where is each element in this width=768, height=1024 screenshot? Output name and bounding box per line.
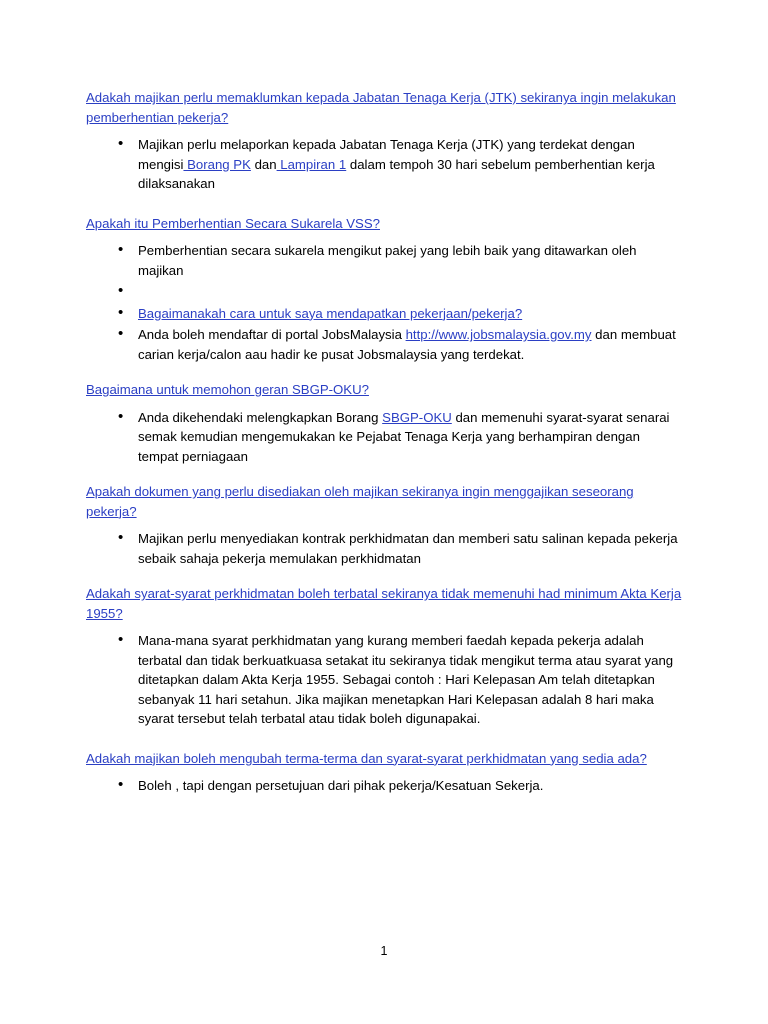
faq-answer-list	[86, 408, 682, 467]
faq-answer-list	[86, 135, 682, 194]
page-number: 1	[380, 944, 388, 958]
borang-pk-link[interactable]: Borang PK	[183, 156, 251, 172]
list-item	[138, 408, 682, 467]
jobsmalaysia-url-link[interactable]: http://www.jobsmalaysia.gov.my	[405, 327, 592, 342]
faq-answer-list	[86, 241, 682, 364]
faq-question[interactable]: Adakah majikan perlu memaklumkan kepada Jabatan Tenaga Kerja (JTK) sekiranya ingin melakukan pemberhentian pekerja?	[86, 90, 676, 125]
list-item	[138, 241, 682, 280]
answer-text: Pemberhentian secara sukarela mengikut pakej yang lebih baik yang ditawarkan oleh majikan	[138, 243, 637, 278]
faq-answer-list	[86, 529, 682, 568]
list-item	[138, 304, 682, 324]
nested-question-link[interactable]: Bagaimanakah cara untuk saya mendapatkan pekerjaan/pekerja?	[138, 305, 523, 321]
answer-text: Anda dikehendaki melengkapkan Borang	[138, 409, 383, 425]
list-item	[138, 776, 682, 796]
faq-question[interactable]: Adakah syarat-syarat perkhidmatan boleh terbatal sekiranya tidak memenuhi had minimum Akta Kerja 1955?	[86, 586, 682, 621]
faq-list	[86, 88, 682, 798]
answer-text: dalam tempoh 30 hari sebelum pemberhentian kerja dilaksanakan	[138, 156, 655, 191]
answer-text: dan memenuhi syarat-syarat senarai semak kemudian mengemukakan ke Pejabat Tenaga Kerja yang berhampiran dengan tempat perniagaan	[138, 409, 670, 464]
answer-text: Majikan perlu menyediakan kontrak perkhidmatan dan memberi satu salinan kepada pekerja sebaik sahaja pekerja memulakan perkhidmatan	[138, 531, 678, 566]
list-item	[138, 325, 682, 364]
faq-answer-list	[86, 776, 682, 796]
answer-text: Anda boleh mendaftar di portal JobsMalaysia	[138, 327, 406, 342]
answer-text: Boleh , tapi dengan persetujuan dari pihak pekerja/Kesatuan Sekerja.	[138, 778, 544, 793]
lampiran-1-link[interactable]: Lampiran 1	[276, 156, 347, 172]
faq-question[interactable]: Apakah dokumen yang perlu disediakan oleh majikan sekiranya ingin menggajikan seseorang pekerja?	[86, 484, 634, 519]
list-item-empty	[138, 282, 682, 302]
answer-text: Mana-mana syarat perkhidmatan yang kurang memberi faedah kepada pekerja adalah terbatal dan tidak berkuatkuasa setakat itu sekiranya tidak mengikut terma atau syarat yang ditetapkan dalam Akta Kerja 1955. Sebagai contoh : Hari Kelepasan Am telah ditetapkan sebanyak 11 hari setahun. Jika majikan menetapkan Hari Kelepasan adalah 8 hari maka syarat tersebut telah terbatal atau tidak boleh digunapakai.	[138, 633, 674, 726]
list-item	[138, 631, 682, 729]
faq-question[interactable]: Bagaimana untuk memohon geran SBGP-OKU?	[86, 382, 369, 397]
faq-question[interactable]: Apakah itu Pemberhentian Secara Sukarela VSS?	[86, 215, 380, 231]
faq-answer-list	[86, 631, 682, 729]
answer-text: dan	[250, 156, 277, 172]
answer-text: dan membuat carian kerja/calon aau hadir ke pusat Jobsmalaysia yang terdekat.	[138, 327, 676, 362]
faq-question[interactable]: Adakah majikan boleh mengubah terma-terma dan syarat-syarat perkhidmatan yang sedia ada?	[86, 750, 647, 766]
list-item	[138, 529, 682, 568]
sbgp-oku-link[interactable]: SBGP-OKU	[382, 409, 452, 425]
list-item	[138, 135, 682, 194]
answer-text: Majikan perlu melaporkan kepada Jabatan Tenaga Kerja (JTK) yang terdekat dengan mengisi	[138, 137, 635, 172]
